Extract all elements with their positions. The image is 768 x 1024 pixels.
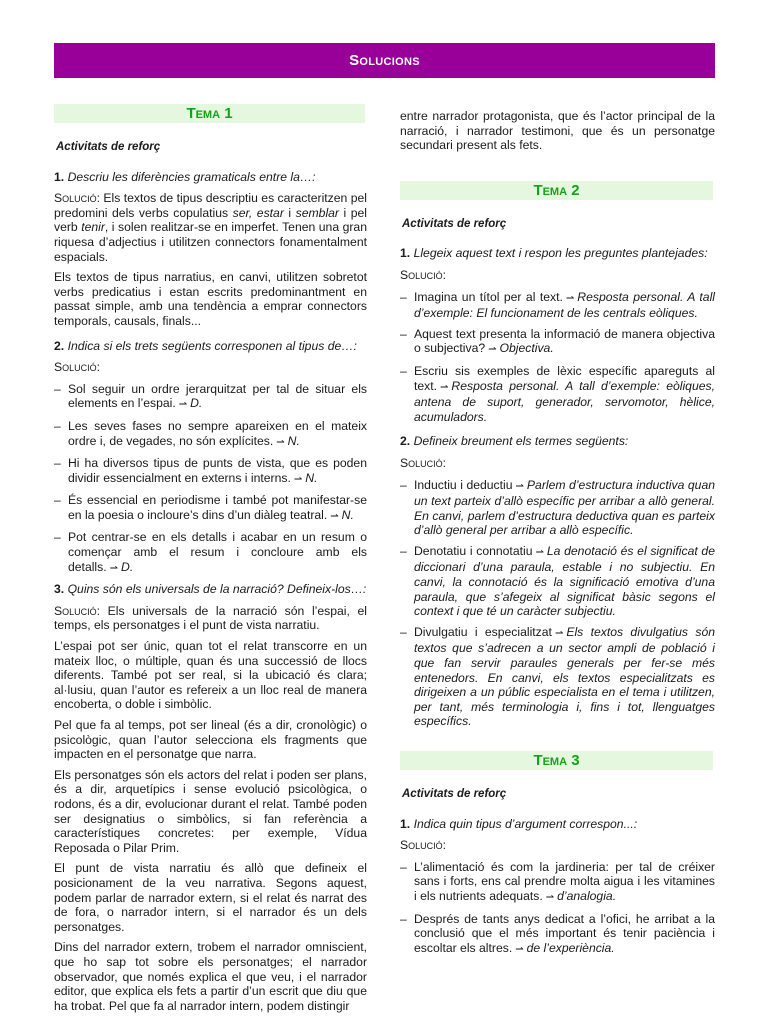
item-answer: N. <box>287 433 300 448</box>
question-text: Descriu les diferències gramaticals entre la…: <box>67 169 316 184</box>
activitats-heading: Activitats de reforç <box>402 788 507 800</box>
arrow-icon: ⇀ <box>330 510 339 522</box>
item-answer: N. <box>341 507 354 522</box>
left-column <box>54 104 367 1019</box>
solution-paragraph: Els textos de tipus narratius, en canvi, utilitzen sobretot verbs predicatius i estan escrits predominantment en passat simple, amb una tendència a emprar connectors temporals, causals, finals... <box>54 270 367 328</box>
item-text: Després de tants anys dedicat a l’ofici, he arribat a la conclusió que el més important és tenir paciència i escoltar els altres. <box>414 911 715 955</box>
paragraph-continued: entre narrador protagonista, que és l’actor principal de la narració, i narrador testimoni, que és un personatge secundari present als fets. <box>400 109 715 153</box>
solution-label-line: Solució: <box>400 455 447 470</box>
item-text: L’alimentació és com la jardineria: per tal de créixer sans i forts, ens cal prendre molta aigua i les vitamines i els nutrients adequats. <box>414 859 715 903</box>
arrow-icon: ⇀ <box>440 381 449 393</box>
arrow-icon: ⇀ <box>293 473 303 485</box>
paragraph: Pel que fa al temps, pot ser lineal (és a dir, cronològic) o psicològic, quan l’autor selecciona els fragments que impacten en el personatge que narra. <box>54 718 367 762</box>
item-text: Inductiu i deductiu <box>414 477 513 492</box>
answer-list <box>400 290 715 425</box>
item-text: Sol seguir un ordre jerarquitzat per tal de situar els elements en l’espai. <box>68 381 367 411</box>
solution-label: Solució <box>400 455 443 470</box>
solution-em: semblar <box>295 205 339 220</box>
arrow-icon: ⇀ <box>276 436 285 448</box>
item-answer: D. <box>190 396 203 411</box>
item-answer: Objectiva. <box>499 341 554 356</box>
answer-list <box>400 860 715 958</box>
solution-paragraph <box>54 604 367 633</box>
question-number: 3. <box>54 582 65 597</box>
question-text: Defineix breument els termes següents: <box>413 434 629 449</box>
list-item <box>54 419 367 450</box>
item-text: Pot centrar-se en els detalls i acabar en un resum o començar amb el resum i concloure amb els detalls. <box>68 530 367 574</box>
list-item <box>400 364 715 424</box>
solution-label-line: Solució: <box>54 360 101 375</box>
page-title-banner <box>54 43 715 78</box>
list-item <box>400 544 715 619</box>
tema-2-heading: Tema 2 <box>400 181 713 200</box>
question-number: 2. <box>54 338 65 353</box>
item-text: Denotatiu i connotatiu <box>414 543 533 558</box>
paragraph: L’espai pot ser únic, quan tot el relat transcorre en un mateix lloc, o múltiple, quan és una successió de llocs diferents. També pot ser real, si la ubicació és clara; al·lusiu, quan l’autor es refereix a un lloc real de manera encoberta, o doble i simbòlic. <box>54 639 367 712</box>
item-answer: Parlem d’estructura inductiva quan un text parteix d’allò específic per arribar a allò general. En canvi, parlem d’estructura deductiva quan es parteix d’allò general per arribar a allò específic. <box>414 477 715 538</box>
arrow-icon: ⇀ <box>515 943 524 955</box>
list-item <box>400 290 715 321</box>
solution-text: i pel verb <box>54 205 368 235</box>
solution-em: tenir <box>81 220 105 235</box>
paragraph: El punt de vista narratiu és allò que defineix el posicionament de la veu narrativa. Segons aquest, podem parlar de narrador extern, si el relat és narrat des de fora, o narrador intern, si el narrador és un dels personatges. <box>54 861 367 934</box>
solution-label: Solució <box>400 267 443 282</box>
item-answer: de l’experiència. <box>526 940 615 955</box>
right-column <box>400 109 715 963</box>
question-text: Llegeix aquest text i respon les preguntes plantejades: <box>413 246 708 261</box>
arrow-icon: ⇀ <box>178 399 188 411</box>
arrow-icon: ⇀ <box>554 627 564 639</box>
solution-text: : Els universals de la narració són l’espai, el temps, els personatges i el punt de vista narratiu. <box>54 603 367 633</box>
item-answer: Els textos divulgatius són textos que s’adrecen a un sector ampli de població i que fan servir paraules generals per fer-se més entenedors. En canvi, els textos especialitzats es dirigeixen a un públic especialista en el tema i utilitzen, per tant, més terminologia i, fins i tot, llenguatges específics. <box>414 624 715 729</box>
list-item <box>54 382 367 413</box>
question-1 <box>400 817 715 832</box>
item-answer: Resposta personal. A tall d’exemple: eòliques, antena de suport, generador, servomotor, hèlice, acumuladors. <box>414 378 715 424</box>
item-answer: N. <box>305 470 318 485</box>
item-answer: Resposta personal. A tall d’exemple: El funcionament de les centrals eòliques. <box>414 289 715 321</box>
arrow-icon: ⇀ <box>565 292 575 304</box>
solution-paragraph <box>54 191 367 264</box>
arrow-icon: ⇀ <box>515 480 524 492</box>
answer-list <box>400 478 715 730</box>
question-text: Indica si els trets següents corresponen al tipus de…: <box>67 338 357 353</box>
question-number: 2. <box>400 434 411 449</box>
item-answer: D. <box>121 559 134 574</box>
item-text: Aquest text presenta la informació de manera objectiva o subjectiva? <box>414 326 715 356</box>
solution-label: Solució <box>54 603 97 618</box>
tema-1-heading: Tema 1 <box>54 104 365 123</box>
list-item <box>54 456 367 487</box>
solution-text: , i solen realitzar-se en imperfet. Tenen una gran riquesa d’adjectius i utilitzen connectors fonamentalment espacials. <box>54 220 367 264</box>
item-text: Divulgatiu i especialitzat <box>414 624 552 639</box>
solution-em: ser, estar <box>232 205 284 220</box>
solution-label: Solució <box>400 838 443 853</box>
question-number: 1. <box>400 246 411 261</box>
page-title: Solucions <box>349 52 420 69</box>
list-item <box>54 530 367 576</box>
question-text: Quins són els universals de la narració? Defineix-los…: <box>67 582 367 597</box>
paragraph: Els personatges són els actors del relat i poden ser plans, és a dir, arquetípics i sense evolució psicològica, o rodons, és a dir, evolucionar durant el relat. També poden ser designatius o simbòlics, si fan referència a característiques concretes: per exemple, Vídua Reposada o Pilar Prim. <box>54 767 367 855</box>
question-number: 1. <box>400 816 411 831</box>
question-1 <box>400 246 715 261</box>
list-item <box>400 478 715 538</box>
solution-label: Solució <box>54 191 97 206</box>
solution-text: : Els textos de tipus descriptiu es caracteritzen pel predomini dels verbs copulatius <box>54 191 367 220</box>
item-answer: La denotació és el significat de diccionari d’una paraula, estable i no subjectiu. En canvi, la connotació és la significació emotiva d’una paraula, que s’afegeix al significat bàsic segons el context i que té un caràcter subjectiu. <box>414 543 715 619</box>
list-item <box>400 912 715 958</box>
tema-3-heading: Tema 3 <box>400 751 713 770</box>
item-text: Escriu sis exemples de lèxic específic apareguts al text. <box>414 363 715 393</box>
paragraph: Dins del narrador extern, trobem el narrador omniscient, que ho sap tot sobre els personatges; el narrador observador, que només explica el que veu, i el narrador editor, que explica els fets a partir d’un escrit que diu que ha trobat. Pel que fa al narrador intern, podem distingir <box>54 940 367 1013</box>
solution-text: i <box>283 205 296 220</box>
solution-label-line: Solució: <box>400 838 447 853</box>
list-item <box>400 327 715 358</box>
item-text: Imagina un títol per al text. <box>414 289 563 304</box>
question-2 <box>54 339 367 354</box>
question-2 <box>400 434 715 449</box>
question-1 <box>54 170 367 185</box>
solution-label-line: Solució: <box>400 267 447 282</box>
item-text: Les seves fases no sempre apareixen en el mateix ordre i, de vegades, no són explícites. <box>68 418 367 448</box>
list-item <box>400 860 715 906</box>
item-text: És essencial en periodisme i també pot manifestar-se en la poesia o incloure’s dins d’un diàleg teatral. <box>68 493 367 522</box>
item-text: Hi ha diversos tipus de punts de vista, que es poden dividir essencialment en externs i interns. <box>68 456 367 485</box>
answer-list <box>54 382 367 577</box>
arrow-icon: ⇀ <box>535 546 544 558</box>
solution-label: Solució <box>54 360 97 375</box>
question-text: Indica quin tipus d’argument correspon...: <box>413 816 638 831</box>
arrow-icon: ⇀ <box>488 344 497 356</box>
activitats-heading: Activitats de reforç <box>402 217 507 230</box>
item-answer: d’analogia. <box>557 888 617 903</box>
activitats-heading: Activitats de reforç <box>56 141 161 153</box>
list-item <box>400 625 715 729</box>
list-item <box>54 493 367 524</box>
arrow-icon: ⇀ <box>109 562 119 574</box>
question-3 <box>54 582 367 597</box>
question-number: 1. <box>54 169 65 184</box>
arrow-icon: ⇀ <box>545 891 555 903</box>
